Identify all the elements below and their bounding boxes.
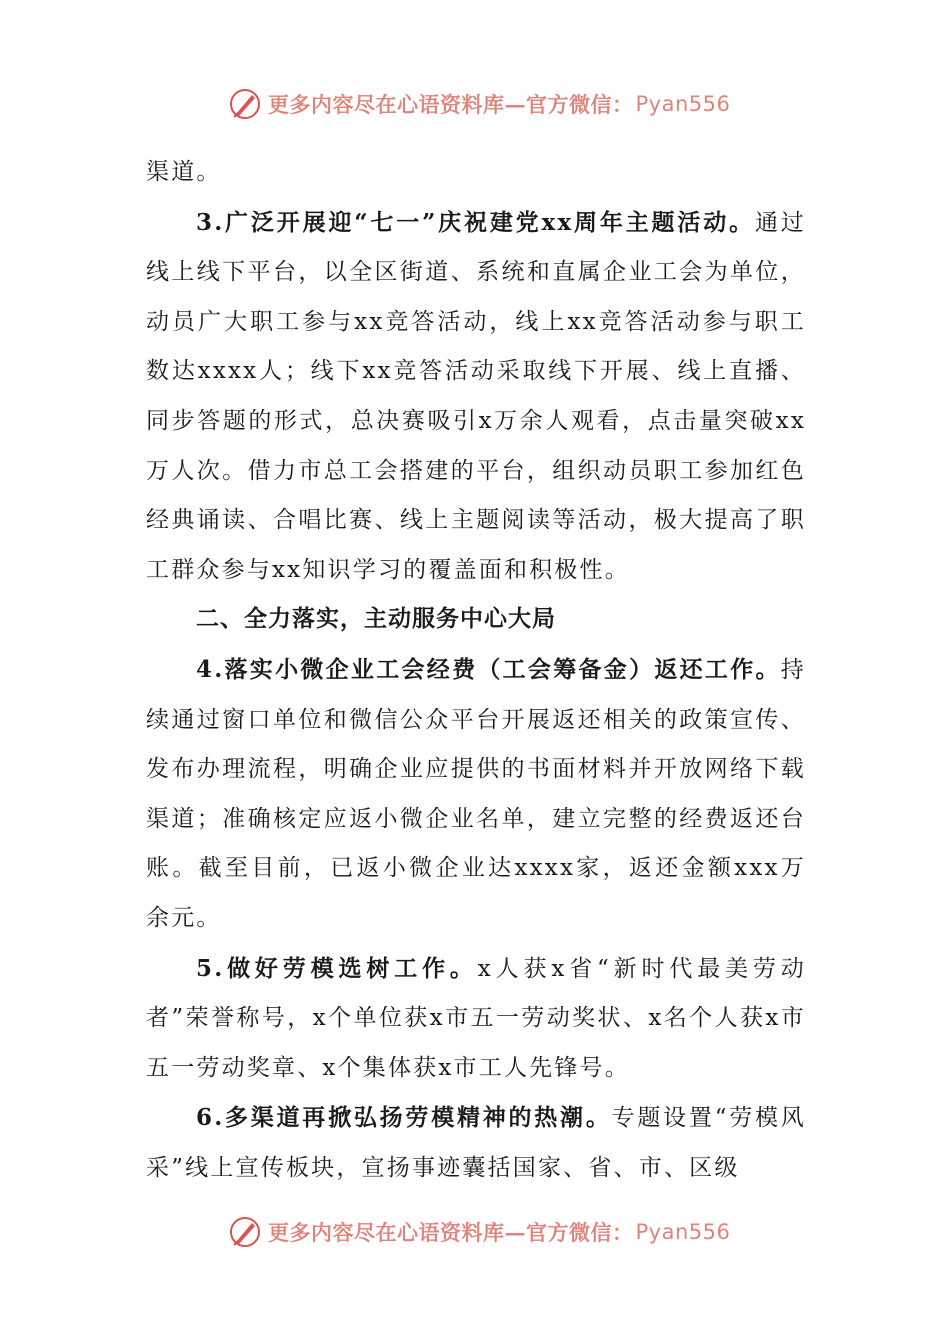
paragraph-item-5: 5.做好劳模选树工作。x人获x省“新时代最美劳动者”荣誉称号，x个单位获x市五一劳动奖状、x名个人获x市五一劳动奖章、x个集体获x市工人先锋号。 (146, 954, 806, 1081)
watermark-account: Pyan556 (635, 1220, 731, 1244)
document-body (146, 148, 806, 1193)
watermark-footer (228, 1212, 730, 1252)
section-heading-2: 二、全力落实，主动服务中心大局 (196, 606, 556, 633)
item-5-lead: 5.做好劳模选树工作。 (196, 954, 478, 982)
pen-logo-icon (228, 87, 262, 121)
item-4-lead: 4.落实小微企业工会经费（工会筹备金）返还工作。 (196, 655, 781, 683)
item-6-lead: 6.多渠道再掀弘扬劳模精神的热潮。 (196, 1104, 612, 1132)
paragraph-continuation: 渠道。 (146, 159, 222, 185)
paragraph-item-6: 6.多渠道再掀弘扬劳模精神的热潮。专题设置“劳模风采”线上宣传板块，宣扬事迹囊括国家、省、市、区级 (146, 1104, 806, 1181)
watermark-text: 更多内容尽在心语资料库—官方微信： (268, 92, 634, 117)
paragraph-item-4: 4.落实小微企业工会经费（工会筹备金）返还工作。持续通过窗口单位和微信公众平台开展返还相关的政策宣传、发布办理流程，明确企业应提供的书面材料并开放网络下载渠道；准确核定应返小微企业名单，建立完整的经费返还台账。截至目前，已返小微企业达xxxx家，返还金额xxx万余元。 (146, 655, 806, 931)
item-3-lead: 3.广泛开展迎“七一”庆祝建党xx周年主题活动。 (196, 208, 755, 236)
watermark-text: 更多内容尽在心语资料库—官方微信： (268, 1220, 634, 1245)
watermark-account: Pyan556 (635, 92, 731, 116)
paragraph-item-3: 3.广泛开展迎“七一”庆祝建党xx周年主题活动。通过线上线下平台，以全区街道、系统和直属企业工会为单位，动员广大职工参与xx竞答活动，线上xx竞答活动参与职工数达xxxx人；线下xx竞答活动采取线下开展、线上直播、同步答题的形式，总决赛吸引x万余人观看，点击量突破xx万人次。借力市总工会搭建的平台，组织动员职工参加红色经典诵读、合唱比赛、线上主题阅读等活动，极大提高了职工群众参与xx知识学习的覆盖面和积极性。 (146, 208, 807, 583)
watermark-header (228, 84, 730, 124)
pen-logo-icon (228, 1215, 262, 1249)
